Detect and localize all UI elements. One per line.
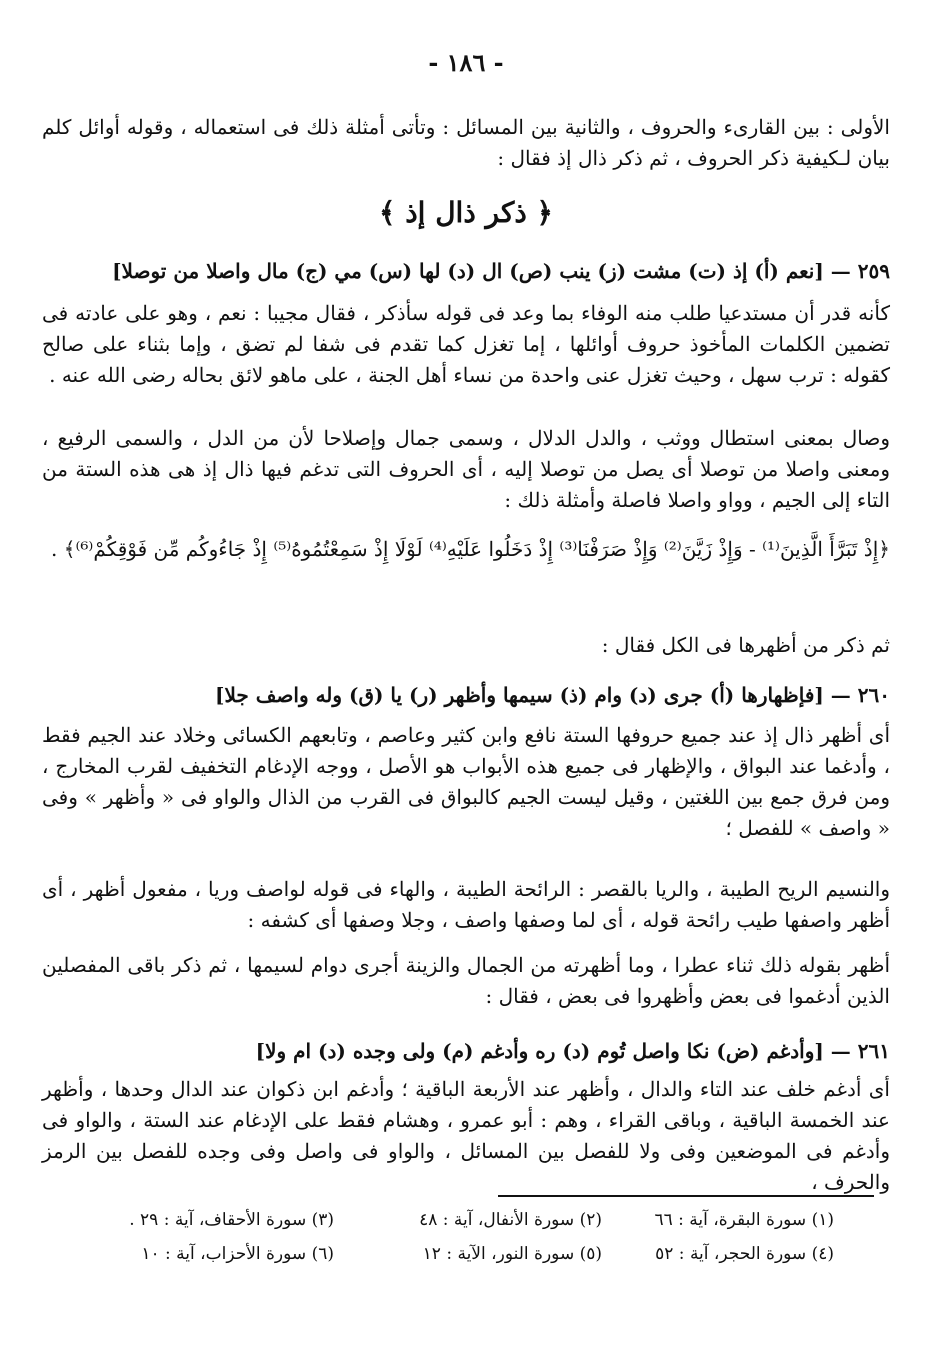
verse-260: ٢٦٠ — [فإظهارها (أ) جرى (د) وام (ذ) سيمها وأظهر (ر) يا (ق) وله واصف جلا] <box>215 683 890 707</box>
paragraph-2: وصال بمعنى استطال ووثب ، والدل الدلال ، وسمى جمال وإصلاحا لأن من الدل ، والسمى الرفيع ، ومعنى واصلا من توصلا أى يصل من توصلا إليه ، أى الحروف التى تدغم فيها ذال إذ هى هذه الستة من التاء إلى الجيم ، وواو واصلا فاصلة وأمثلة ذلك : <box>42 426 890 512</box>
paragraph-7: أى أدغم خلف عند التاء والدال ، وأظهر عند الأربعة الباقية ؛ وأدغم ابن ذكوان عند الدال وحدها ، وأظهر عند الخمسة الباقية ، وباقى القراء ، وهم : أبو عمرو ، وهشام فقط على الإدغام عند الستة ، والواو فى وأدغم فى الموضعين وفى ولا للفصل بين المسائل ، والواو فى واصل وفى وجده للفصل بين الرمز والحرف ، <box>42 1077 890 1194</box>
paragraph-5: والنسيم الريح الطيبة ، والريا بالقصر : الرائحة الطيبة ، والهاء فى قوله لواصف وريا ، مفعول أظهر ، أى أظهر واصفها طيب رائحة قوله ، أى لما وصفها واصف ، وجلا وصفها أى كشفه : <box>42 877 891 932</box>
paragraph-6: أظهر بقوله ذلك ثناء عطرا ، وما أظهرته من الجمال والزينة أجرى دوام لسيمها ، ثم ذكر باقى المفصلين الذين أدغموا فى بعض وأظهروا فى بعض ، فقال : <box>42 953 890 1008</box>
footnote-2: (٢) سورة الأنفال، آية : ٤٨ <box>419 1210 602 1230</box>
footnote-6: (٦) سورة الأحزاب، آية : ١٠ <box>141 1244 334 1264</box>
footnote-5: (٥) سورة النور، الآية : ١٢ <box>422 1244 602 1264</box>
footnote-divider <box>498 1195 874 1197</box>
quran-examples: ﴿إِذْ تَبَرَّأَ الَّذِينَ⁽¹⁾ - وَإِذْ زَيَّنَ⁽²⁾ وَإِذْ صَرَفْنَا⁽³⁾ إِذْ دَخَلُوا عَلَيْهِ⁽⁴⁾ لَوْلَا إِذْ سَمِعْتُمُوهُ⁽⁵⁾ إِذْ جَاءُوكُم مِّن فَوْقِكُمْ⁽⁶⁾﴾ . <box>51 537 890 561</box>
paragraph-1: كأنه قدر أن مستدعيا طلب منه الوفاء بما وعد فى قوله سأذكر ، فقال مجيبا : نعم ، وهو على عادته فى تضمين الكلمات المأخوذ حروف أوائلها ، إما تغزل كما تقدم فى شفا لم تضق ، وإما بثناء على صالح كقوله : ترب سهل ، وحيث تغزل عنى واحدة من نساء أهل الجنة ، على ماهو لائق بحاله رضى الله عنه . <box>42 301 890 387</box>
page-number: - ١٨٦ - <box>428 48 504 77</box>
verse-261: ٢٦١ — [وأدغم (ض) نكا واصل تُوم (د) ره وأدغم (م) ولى وجده (د) ام ولا] <box>255 1039 890 1063</box>
footnote-4: (٤) سورة الحجر، آية : ٥٢ <box>655 1244 834 1264</box>
paragraph-3: ثم ذكر من أظهرها فى الكل فقال : <box>601 633 890 657</box>
intro-paragraph: الأولى : بين القارىء والحروف ، والثانية بين المسائل : وتأتى أمثلة ذلك فى استعماله ، وقوله أوائل كلم بيان لـكيفية ذكر الحروف ، ثم ذكر ذال إذ فقال : <box>42 115 890 170</box>
section-title: ﴿ ذكر ذال إذ ﴾ <box>379 196 553 229</box>
paragraph-4: أى أظهر ذال إذ عند جميع حروفها الستة نافع وابن كثير وعاصم ، وتابعهم الكسائى وخلاد عند الجيم فقط ، وأدغما عند البواق ، والإظهار فى جميع هذه الأبواب هو الأصل ، ووجه الإدغام التخفيف لقرب المخارج ، ومن فرق جمع بين اللغتين ، وقيل ليست الجيم كالبواق فى القرب من الذال والواو فى « وأظهر » وفى « واصف » للفصل ؛ <box>42 723 890 840</box>
footnote-3: (٣) سورة الأحقاف، آية : ٢٩ . <box>129 1210 334 1230</box>
verse-259: ٢٥٩ — [نعم (أ) إذ (ت) مشت (ز) ينب (ص) ال (د) لها (س) مي (ج) مال واصلا من توصلا] <box>112 259 890 283</box>
footnote-1: (١) سورة البقرة، آية : ٦٦ <box>654 1210 834 1230</box>
